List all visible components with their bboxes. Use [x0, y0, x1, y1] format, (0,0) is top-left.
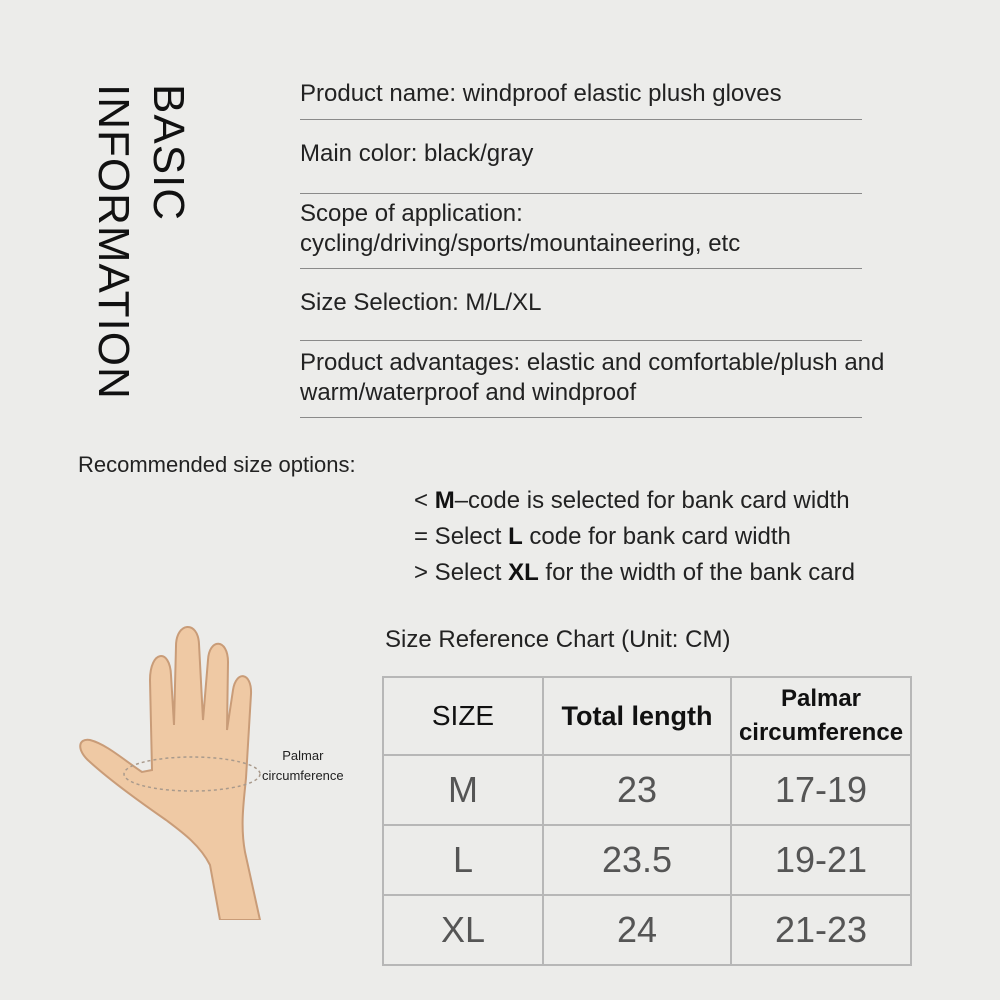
rec-size: M: [434, 487, 455, 514]
palm-label-line1: Palmar: [282, 748, 324, 763]
cell-palmar: 19-21: [731, 825, 911, 895]
cell-total-length: 23.5: [543, 825, 731, 895]
divider: [300, 340, 862, 341]
divider: [300, 268, 862, 269]
palm-label: [262, 746, 344, 786]
info-text-2: warm/waterproof and windproof: [300, 379, 637, 406]
divider: [300, 193, 862, 194]
size-chart-title: Size Reference Chart (Unit: CM): [385, 626, 731, 653]
info-item-product-name: [300, 79, 862, 109]
table-header-row: [383, 677, 911, 755]
cell-total-length: 23: [543, 755, 731, 825]
info-item-scope: [300, 199, 862, 259]
size-table: [382, 676, 912, 966]
info-text-2: cycling/driving/sports/mountaineering, etc: [300, 230, 741, 257]
info-text: Size Selection: M/L/XL: [300, 289, 542, 316]
table-row: [383, 825, 911, 895]
info-item-size: [300, 288, 862, 318]
recommend-title: Recommended size options:: [78, 452, 356, 477]
header-total-length: Total length: [543, 677, 731, 755]
header-size: SIZE: [383, 677, 543, 755]
cell-size: L: [383, 825, 543, 895]
info-text: Product name: windproof elastic plush gloves: [300, 80, 782, 107]
table-row: [383, 895, 911, 965]
rec-size: XL: [508, 559, 539, 586]
palm-label-line2: circumference: [262, 768, 344, 783]
table-row: [383, 755, 911, 825]
cell-palmar: 21-23: [731, 895, 911, 965]
recommend-row-xl: [414, 559, 855, 587]
info-text: Product advantages: elastic and comfortable/plush and: [300, 349, 885, 376]
header-palmar-line1: Palmar: [780, 685, 862, 712]
recommend-row-m: [414, 487, 850, 515]
header-palmar: [731, 677, 911, 755]
info-text: Main color: black/gray: [300, 140, 534, 167]
header-palmar-line2: circumference: [738, 719, 904, 746]
info-item-advantages: [300, 348, 980, 408]
recommend-row-l: [414, 523, 791, 551]
cell-palmar: 17-19: [731, 755, 911, 825]
rec-prefix: = Select: [414, 523, 509, 550]
cell-total-length: 24: [543, 895, 731, 965]
rec-size: L: [508, 523, 523, 550]
rec-prefix: > Select: [414, 559, 509, 586]
rec-suffix: –code is selected for bank card width: [454, 487, 850, 514]
rec-suffix: code for bank card width: [522, 523, 791, 550]
cell-size: M: [383, 755, 543, 825]
title-information: INFORMATION: [89, 84, 138, 400]
divider: [300, 119, 862, 120]
rec-prefix: <: [414, 487, 435, 514]
rec-suffix: for the width of the bank card: [538, 559, 855, 586]
title-basic: BASIC: [144, 84, 193, 222]
hand-icon: [80, 627, 260, 920]
cell-size: XL: [383, 895, 543, 965]
info-item-main-color: [300, 139, 862, 169]
info-text: Scope of application:: [300, 200, 523, 227]
divider: [300, 417, 862, 418]
